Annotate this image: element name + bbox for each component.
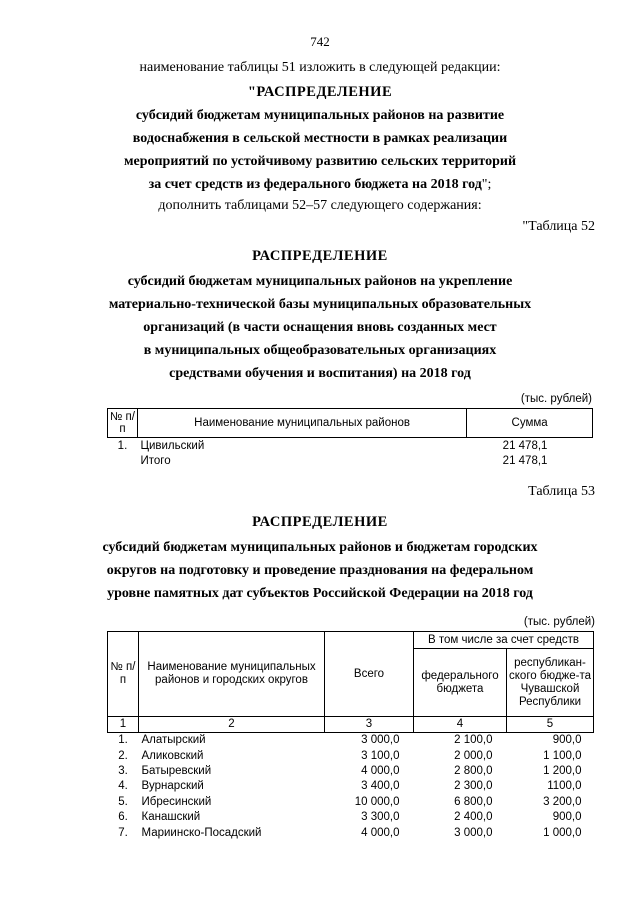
cell-name: Ибресинский (141, 795, 212, 808)
table-row (108, 779, 594, 794)
intro-line: наименование таблицы 51 изложить в следующей редакции: (139, 60, 501, 75)
cell-name: Вурнарский (141, 780, 204, 793)
cell-sum: 21 478,1 (502, 439, 548, 452)
t53-title: РАСПРЕДЕЛЕНИЕ (252, 514, 388, 530)
cell-name: Аликовский (141, 749, 204, 762)
cell-name: Канашский (141, 811, 201, 824)
table-row (108, 810, 594, 825)
t52-subtitle-5: средствами обучения и воспитания) на 2018 год (169, 366, 471, 381)
table-row (108, 764, 594, 779)
header-federal: федерального бюджета (414, 649, 507, 717)
cell-total: 3 100,0 (361, 749, 400, 762)
t53-subtitle-3: уровне памятных дат субъектов Российской Федерации на 2018 год (107, 586, 533, 601)
cell-no: 6. (118, 811, 128, 824)
cell-federal: 6 800,0 (454, 795, 493, 808)
cell-federal: 3 000,0 (454, 826, 493, 839)
cell-no: 2. (118, 749, 128, 762)
t53-subtitle-2: округов на подготовку и проведение празднования на федеральном (106, 563, 534, 578)
colnum-1: 1 (108, 717, 139, 733)
cell-total: 4 000,0 (361, 826, 400, 839)
header-sum: Сумма (467, 409, 593, 438)
add-tables-line: дополнить таблицами 52–57 следующего содержания: (158, 198, 482, 213)
cell-federal: 2 800,0 (454, 764, 493, 777)
t52-unit: (тыс. рублей) (520, 393, 592, 405)
cell-sum: 21 478,1 (502, 454, 548, 467)
cell-no: 5. (118, 795, 128, 808)
t51-subtitle-4-text: за счет средств из федерального бюджета на 2018 год (148, 177, 482, 192)
cell-name: Итого (140, 454, 171, 467)
table-row (108, 733, 594, 749)
header-name: Наименование муниципальных районов и городских округов (139, 632, 325, 717)
colnum-5: 5 (507, 717, 594, 733)
page-number: 742 (310, 34, 330, 49)
header-no: № п/п (108, 409, 138, 438)
table-row (108, 453, 593, 468)
t52-subtitle-3: организаций (в части оснащения вновь созданных мест (143, 320, 497, 335)
cell-total: 3 300,0 (361, 811, 400, 824)
t52-subtitle-1: субсидий бюджетам муниципальных районов на укрепление (127, 274, 513, 289)
table-52 (107, 408, 593, 468)
cell-total: 3 400,0 (361, 780, 400, 793)
cell-federal: 2 000,0 (454, 749, 493, 762)
cell-no: 1. (118, 734, 128, 747)
table-header-row (108, 409, 593, 438)
cell-no: 3. (118, 764, 128, 777)
header-name: Наименование муниципальных районов (137, 409, 466, 438)
header-including: В том числе за счет средств (414, 632, 594, 649)
colnum-4: 4 (414, 717, 507, 733)
cell-republic: 1 100,0 (543, 749, 582, 762)
table-row (108, 438, 593, 454)
cell-total: 4 000,0 (361, 764, 400, 777)
cell-name: Батыревский (141, 764, 212, 777)
cell-total: 10 000,0 (354, 795, 400, 808)
table-row (108, 748, 594, 763)
t51-title: "РАСПРЕДЕЛЕНИЕ (247, 84, 393, 100)
cell-no (108, 453, 138, 468)
header-republic: республикан-ского бюдже-та Чувашской Республики (507, 649, 594, 717)
t51-subtitle-3: мероприятий по устойчивому развитию сельских территорий (123, 154, 517, 169)
table-header-row (108, 632, 594, 649)
t52-title: РАСПРЕДЕЛЕНИЕ (252, 248, 388, 264)
cell-republic: 3 200,0 (543, 795, 582, 808)
cell-name: Мариинско-Посадский (141, 826, 262, 839)
cell-republic: 1100,0 (547, 780, 582, 793)
cell-name: Алатырский (141, 734, 206, 747)
table-row (108, 825, 594, 840)
table-53 (107, 631, 594, 841)
cell-federal: 2 400,0 (454, 811, 493, 824)
cell-name: Цивильский (140, 439, 205, 452)
t52-subtitle-4: в муниципальных общеобразовательных организациях (143, 343, 497, 358)
table-row (108, 795, 594, 810)
header-no: № п/п (108, 632, 139, 717)
t51-subtitle-1: субсидий бюджетам муниципальных районов на развитие (135, 108, 505, 123)
cell-total: 3 000,0 (361, 734, 400, 747)
cell-federal: 2 300,0 (454, 780, 493, 793)
cell-federal: 2 100,0 (454, 734, 493, 747)
t51-subtitle-4 (0, 177, 640, 193)
cell-no: 1. (117, 439, 128, 452)
cell-republic: 900,0 (552, 734, 582, 747)
t51-subtitle-4-tail: "; (481, 177, 492, 192)
t53-subtitle-1: субсидий бюджетам муниципальных районов и бюджетам городских (102, 540, 538, 555)
colnum-2: 2 (139, 717, 325, 733)
cell-republic: 1 200,0 (543, 764, 582, 777)
header-total: Всего (325, 632, 414, 717)
cell-republic: 900,0 (552, 811, 582, 824)
cell-no: 4. (118, 780, 128, 793)
table-colnum-row (108, 717, 594, 733)
cell-no: 7. (118, 826, 128, 839)
t53-unit: (тыс. рублей) (523, 616, 595, 628)
t53-label: Таблица 53 (528, 484, 595, 499)
t51-subtitle-2: водоснабжения в сельской местности в рамках реализации (132, 131, 508, 146)
t52-subtitle-2: материально-технической базы муниципальных образовательных (108, 297, 532, 312)
cell-republic: 1 000,0 (543, 826, 582, 839)
t52-label: "Таблица 52 (522, 219, 595, 234)
colnum-3: 3 (325, 717, 414, 733)
